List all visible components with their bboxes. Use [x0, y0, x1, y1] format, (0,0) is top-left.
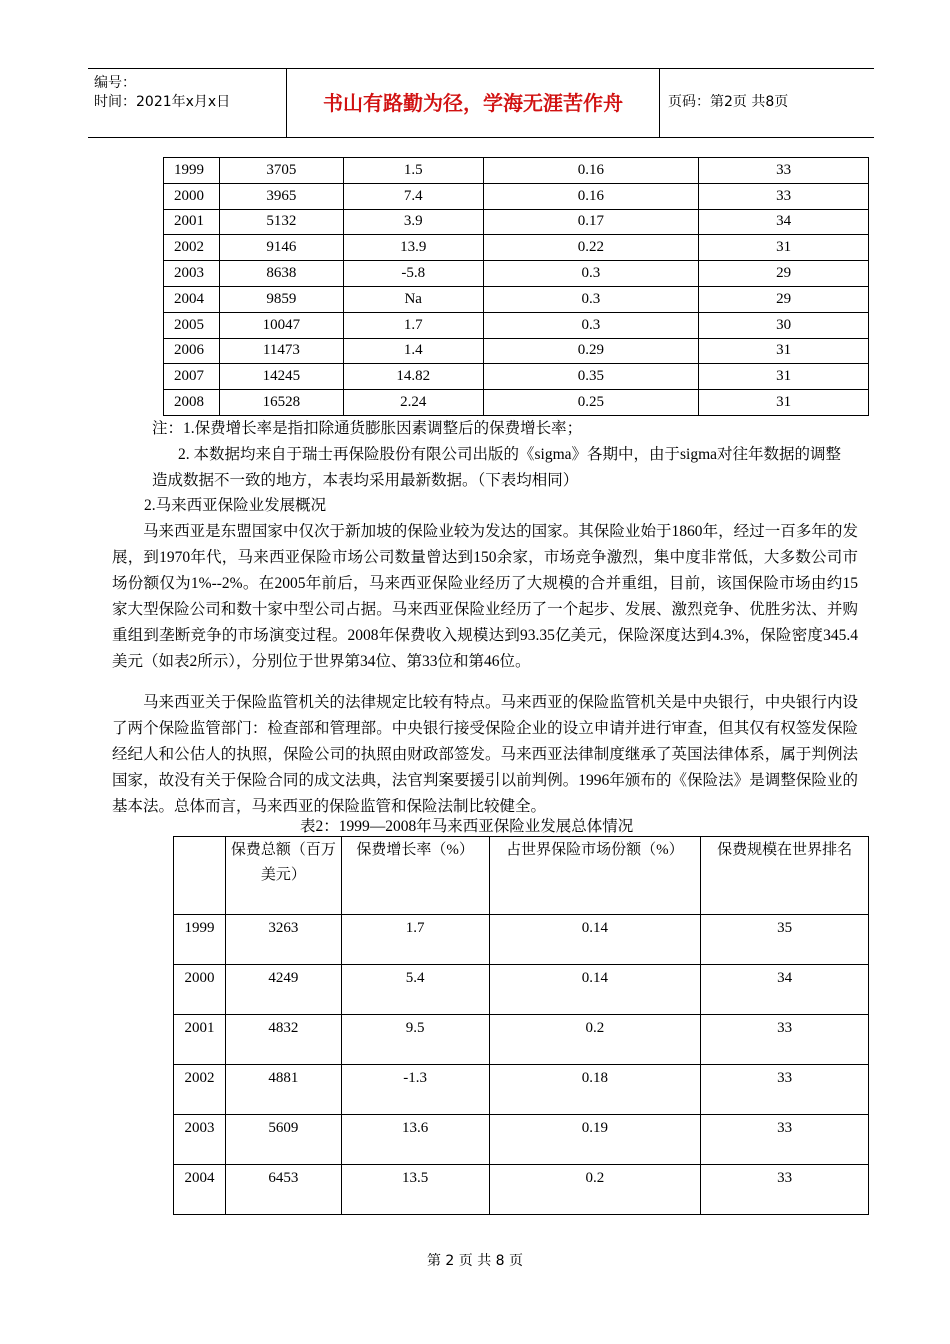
- table-cell: 11473: [219, 338, 343, 364]
- table-cell: 5132: [219, 209, 343, 235]
- table-cell: 2006: [164, 338, 220, 364]
- table-row: [174, 965, 869, 1015]
- table-cell: 2001: [164, 209, 220, 235]
- table-cell: 2000: [174, 965, 226, 1015]
- header-info-cell: [88, 69, 287, 137]
- table-cell: 0.16: [483, 158, 699, 184]
- table-cell: 3705: [219, 158, 343, 184]
- table-cell: 0.19: [489, 1115, 701, 1165]
- table-cell: 29: [699, 286, 869, 312]
- table-cell: 0.25: [483, 390, 699, 416]
- table-cell: 31: [699, 235, 869, 261]
- table-cell: 0.14: [489, 965, 701, 1015]
- table-row: [164, 312, 869, 338]
- table-cell: 0.29: [483, 338, 699, 364]
- paragraph-1: 马来西亚是东盟国家中仅次于新加坡的保险业较为发达的国家。其保险业始于1860年，经过一百多年的发展，到1970年代，马来西亚保险市场公司数量曾达到150余家，市场竞争激烈，集中度非常低，大多数公司市场份额仅为1%--2%。在2005年前后，马来西亚保险业经历了大规模的合并重组，目前，该国保险市场由约15家大型保险公司和数十家中型公司占据。马来西亚保险业经历了一个起步、发展、激烈竞争、优胜劣汰、并购重组到垄断竞争的市场演变过程。2008年保费收入规模达到93.35亿美元，保险深度达到4.3%，保险密度345.4美元（如表2所示），分别位于世界第34位、第33位和第46位。: [112, 523, 858, 670]
- table-cell: 14245: [219, 364, 343, 390]
- table-cell: 33: [701, 1015, 869, 1065]
- table-cell: 33: [701, 1115, 869, 1165]
- table-cell: 0.2: [489, 1165, 701, 1215]
- table-cell: 2005: [164, 312, 220, 338]
- header-cell-world-rank: 保费规模在世界排名: [701, 837, 869, 915]
- table-2-header-row: [174, 837, 869, 915]
- table-row: [164, 364, 869, 390]
- table-cell: 33: [701, 1065, 869, 1115]
- table-2-caption: 表2：1999—2008年马来西亚保险业发展总体情况: [300, 818, 634, 835]
- table-cell: Na: [343, 286, 483, 312]
- table-row: [164, 183, 869, 209]
- table-cell: 2.24: [343, 390, 483, 416]
- table-1-body: [164, 158, 869, 416]
- table-cell: 0.3: [483, 286, 699, 312]
- table-cell: 0.35: [483, 364, 699, 390]
- table-cell: 2004: [174, 1165, 226, 1215]
- table-cell: 1.7: [343, 312, 483, 338]
- table-cell: 6453: [225, 1165, 341, 1215]
- table-cell: 31: [699, 338, 869, 364]
- table-cell: 29: [699, 261, 869, 287]
- table-1: [163, 157, 869, 416]
- table-cell: 34: [701, 965, 869, 1015]
- table-cell: 33: [701, 1165, 869, 1215]
- table-cell: 8638: [219, 261, 343, 287]
- table-cell: 9859: [219, 286, 343, 312]
- table-cell: 3263: [225, 915, 341, 965]
- header-cell-premium-total: 保费总额（百万美元）: [225, 837, 341, 915]
- table-note-1: 注：1.保费增长率是指扣除通货膨胀因素调整后的保费增长率；: [152, 420, 583, 437]
- table-cell: 1.7: [341, 915, 489, 965]
- table-cell: 1999: [174, 915, 226, 965]
- table-2: [173, 836, 869, 1215]
- header-cell-growth-rate: 保费增长率（%）: [341, 837, 489, 915]
- table-row: [164, 261, 869, 287]
- table-cell: 2007: [164, 364, 220, 390]
- table-cell: 5.4: [341, 965, 489, 1015]
- table-cell: 0.3: [483, 312, 699, 338]
- table-row: [164, 338, 869, 364]
- table-cell: 4881: [225, 1065, 341, 1115]
- table-row: [174, 1165, 869, 1215]
- header-cell-market-share: 占世界保险市场份额（%）: [489, 837, 701, 915]
- table-cell: 0.3: [483, 261, 699, 287]
- table-cell: 1999: [164, 158, 220, 184]
- header-cell-year: [174, 837, 226, 915]
- table-cell: 13.5: [341, 1165, 489, 1215]
- table-note-2: 2. 本数据均来自于瑞士再保险股份有限公司出版的《sigma》各期中，由于sigma对往年数据的调整造成数据不一致的地方，本表均采用最新数据。（下表均相同）: [152, 446, 842, 489]
- table-cell: 13.6: [341, 1115, 489, 1165]
- page-footer: 第 2 页 共 8 页: [426, 1253, 524, 1269]
- table-row: [174, 915, 869, 965]
- table-row: [164, 286, 869, 312]
- table-cell: 33: [699, 158, 869, 184]
- table-cell: 1.4: [343, 338, 483, 364]
- table-cell: 9.5: [341, 1015, 489, 1065]
- table-cell: 30: [699, 312, 869, 338]
- header-motto: 书山有路勤为径，学海无涯苦作舟: [287, 69, 660, 137]
- table-cell: 9146: [219, 235, 343, 261]
- paragraph-2: 马来西亚关于保险监管机关的法律规定比较有特点。马来西亚的保险监管机关是中央银行，中央银行内设了两个保险监管部门：检查部和管理部。中央银行接受保险企业的设立申请并进行审查，但其仅有权签发保险经纪人和公估人的执照，保险公司的执照由财政部签发。马来西亚法律制度继承了英国法律体系，属于判例法国家，故没有关于保险合同的成文法典，法官判案要援引以前判例。1996年颁布的《保险法》是调整保险业的基本法。总体而言，马来西亚的保险监管和保险法制比较健全。: [112, 694, 858, 815]
- table-row: [164, 158, 869, 184]
- table-cell: 2001: [174, 1015, 226, 1065]
- table-cell: 1.5: [343, 158, 483, 184]
- table-cell: 0.22: [483, 235, 699, 261]
- table-row: [164, 235, 869, 261]
- table-row: [174, 1065, 869, 1115]
- table-cell: 0.2: [489, 1015, 701, 1065]
- table-cell: 2003: [164, 261, 220, 287]
- table-cell: 14.82: [343, 364, 483, 390]
- document-time-label: 时间：2021年x月x日: [94, 94, 231, 110]
- page-header: [88, 68, 874, 138]
- table-cell: 31: [699, 364, 869, 390]
- table-cell: -5.8: [343, 261, 483, 287]
- table-cell: 2002: [164, 235, 220, 261]
- table-cell: 31: [699, 390, 869, 416]
- table-cell: 0.16: [483, 183, 699, 209]
- document-number-label: 编号：: [94, 75, 136, 91]
- section-heading: 2.马来西亚保险业发展概况: [144, 497, 327, 514]
- table-cell: 2000: [164, 183, 220, 209]
- table-cell: 33: [699, 183, 869, 209]
- table-cell: 2002: [174, 1065, 226, 1115]
- table-cell: -1.3: [341, 1065, 489, 1115]
- table-row: [164, 390, 869, 416]
- table-cell: 10047: [219, 312, 343, 338]
- table-row: [174, 1015, 869, 1065]
- table-cell: 0.18: [489, 1065, 701, 1115]
- table-cell: 16528: [219, 390, 343, 416]
- table-cell: 3965: [219, 183, 343, 209]
- table-cell: 3.9: [343, 209, 483, 235]
- table-row: [174, 1115, 869, 1165]
- table-cell: 34: [699, 209, 869, 235]
- table-cell: 2003: [174, 1115, 226, 1165]
- table-cell: 2004: [164, 286, 220, 312]
- table-cell: 4249: [225, 965, 341, 1015]
- table-cell: 0.14: [489, 915, 701, 965]
- table-cell: 5609: [225, 1115, 341, 1165]
- table-2-body: [174, 915, 869, 1215]
- table-cell: 35: [701, 915, 869, 965]
- header-page-label: 页码：第2页 共8页: [668, 94, 789, 110]
- table-cell: 4832: [225, 1015, 341, 1065]
- table-cell: 0.17: [483, 209, 699, 235]
- table-cell: 7.4: [343, 183, 483, 209]
- table-cell: 2008: [164, 390, 220, 416]
- table-row: [164, 209, 869, 235]
- table-cell: 13.9: [343, 235, 483, 261]
